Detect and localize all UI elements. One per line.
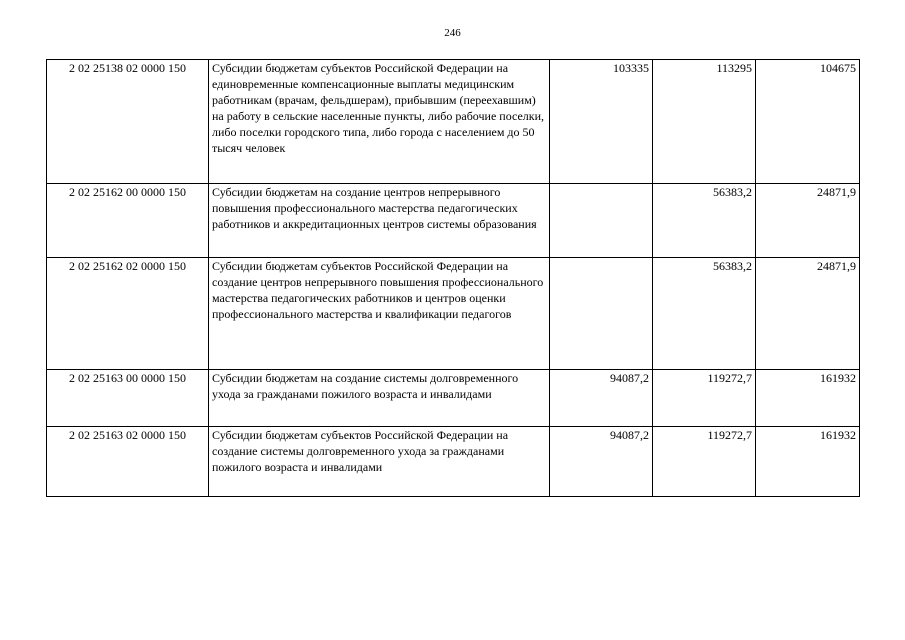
description: Субсидии бюджетам на создание центров непрерывного повышения профессионального мастерства педагогических работников и аккредитационных центров системы образования bbox=[209, 184, 550, 258]
value-year-1: 94087,2 bbox=[550, 427, 653, 497]
value-year-2: 56383,2 bbox=[653, 258, 756, 370]
table-row bbox=[47, 258, 860, 370]
value-year-1: 94087,2 bbox=[550, 370, 653, 427]
table-row bbox=[47, 60, 860, 184]
value-year-2: 119272,7 bbox=[653, 370, 756, 427]
value-year-3: 161932 bbox=[756, 370, 860, 427]
table-row bbox=[47, 427, 860, 497]
value-year-1: 103335 bbox=[550, 60, 653, 184]
budget-code: 2 02 25162 00 0000 150 bbox=[47, 184, 209, 258]
page-number: 246 bbox=[444, 27, 461, 39]
value-year-3: 161932 bbox=[756, 427, 860, 497]
value-year-2: 119272,7 bbox=[653, 427, 756, 497]
value-year-3: 24871,9 bbox=[756, 258, 860, 370]
budget-code: 2 02 25163 02 0000 150 bbox=[47, 427, 209, 497]
value-year-1 bbox=[550, 184, 653, 258]
value-year-2: 56383,2 bbox=[653, 184, 756, 258]
budget-code: 2 02 25163 00 0000 150 bbox=[47, 370, 209, 427]
value-year-3: 24871,9 bbox=[756, 184, 860, 258]
table-row bbox=[47, 184, 860, 258]
description: Субсидии бюджетам на создание системы долговременного ухода за гражданами пожилого возраста и инвалидами bbox=[209, 370, 550, 427]
value-year-3: 104675 bbox=[756, 60, 860, 184]
value-year-2: 113295 bbox=[653, 60, 756, 184]
budget-table bbox=[46, 59, 860, 497]
table-row bbox=[47, 370, 860, 427]
budget-code: 2 02 25162 02 0000 150 bbox=[47, 258, 209, 370]
budget-code: 2 02 25138 02 0000 150 bbox=[47, 60, 209, 184]
description: Субсидии бюджетам субъектов Российской Федерации на создание центров непрерывного повышения профессионального мастерства педагогических работников и центров оценки профессионального мастерства и квалификации педагогов bbox=[209, 258, 550, 370]
description: Субсидии бюджетам субъектов Российской Федерации на единовременные компенсационные выплаты медицинским работникам (врачам, фельдшерам), прибывшим (переехавшим) на работу в сельские населенные пункты, либо рабочие поселки, либо поселки городского типа, либо города с населением до 50 тысяч человек bbox=[209, 60, 550, 184]
value-year-1 bbox=[550, 258, 653, 370]
description: Субсидии бюджетам субъектов Российской Федерации на создание системы долговременного ухода за гражданами пожилого возраста и инвалидами bbox=[209, 427, 550, 497]
